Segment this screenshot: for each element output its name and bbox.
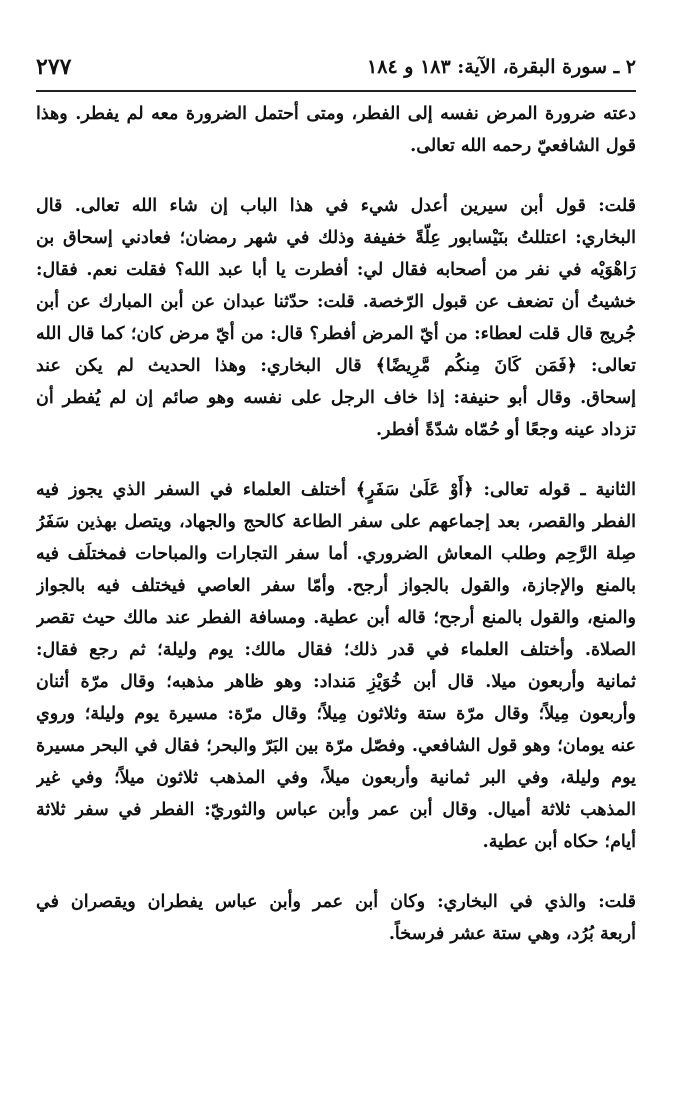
text-line: يوم وليلة، وفي البر ثمانية وأربعون ميلاً، وفي المذهب ثلاثون ميلاً؛ وفي غير (36, 768, 636, 788)
text-line: الثانية ـ قوله تعالى: ﴿أَوْ عَلَىٰ سَفَرٍ﴾ أختلف العلماء في السفر الذي يجوز فيه (36, 480, 636, 500)
paragraph-2 (36, 190, 636, 446)
text-line: خشيتُ أن تضعف عن قبول الرّخصة. قلت: حدّثنا عبدان عن أبن المبارك عن أبن (36, 292, 636, 312)
page-body (36, 98, 636, 950)
running-header-title: ٢ ـ سورة البقرة، الآية: ١٨٣ و ١٨٤ (367, 56, 636, 78)
page-header (36, 54, 636, 88)
text-line: بالمنع والإجازة، والقول بالجواز أرجح. وأمّا سفر العاصي فيختلف فيه بالجواز (36, 576, 636, 596)
page-number: ٢٧٧ (36, 54, 72, 80)
text-line: جُريج قال قلت لعطاء: من أيّ المرض أفطر؟ قال: من أيّ مرض كان؛ كما قال الله (36, 324, 636, 344)
text-line: وأربعون مِيلاً؛ وقال مرّة ستة وثلاثون مِيلاً؛ وقال مرّة: مسيرة يوم وليلة؛ وروي (36, 704, 636, 724)
text-line: المذهب ثلاثة أميال. وقال أبن عمر وأبن عباس والثوريّ: الفطر في سفر ثلاثة (36, 800, 636, 820)
text-line: والمنع، والقول بالمنع أرجح؛ قاله أبن عطية. ومسافة الفطر عند مالك حيث تقصر (36, 608, 636, 628)
paragraph-spacer (36, 162, 636, 190)
text-line: الفطر والقصر، بعد إجماعهم على سفر الطاعة كالحج والجهاد، ويتصل بهذين سَفَرُ (36, 512, 636, 532)
paragraph-1 (36, 98, 636, 162)
text-line: عنه يومان؛ وهو قول الشافعي. وفصّل مرّة بين البَرّ والبحر؛ فقال في البحر مسيرة (36, 736, 636, 756)
paragraph-4 (36, 886, 636, 950)
paragraph-spacer (36, 858, 636, 886)
text-line: الصلاة. وأختلف العلماء في قدر ذلك؛ فقال مالك: يوم وليلة؛ ثم رجع فقال: (36, 640, 636, 660)
header-rule (36, 90, 636, 92)
text-line: أيام؛ حكاه أبن عطية. (482, 832, 636, 852)
text-line: البخاري: اعتللتُ بنَيْسابور عِلّةً خفيفة وذلك في شهر رمضان؛ فعادني إسحاق بن (36, 228, 636, 248)
text-line: دعته ضرورة المرض نفسه إلى الفطر، ومتى أحتمل الضرورة معه لم يفطر. وهذا (36, 104, 636, 124)
text-line: أربعة بُرُد، وهي ستة عشر فرسخاً. (388, 924, 636, 944)
text-line: صِلة الرَّحِم وطلب المعاش الضروري. أما سفر التجارات والمباحات فمختلَف فيه (36, 544, 636, 564)
text-line: تعالى: ﴿فَمَن كَانَ مِنكُم مَّرِيضًا﴾ قال البخاري: وهذا الحديث لم يكن عند (36, 356, 636, 376)
paragraph-spacer (36, 446, 636, 474)
paragraph-3 (36, 474, 636, 858)
text-line: ثمانية وأربعون ميلا. قال أبن خُوَيْزِ مَنداد: وهو ظاهر مذهبه؛ وقال مرّة أثنان (36, 672, 636, 692)
text-line: إسحاق. وقال أبو حنيفة: إذا خاف الرجل على نفسه وهو صائم إن لم يُفطر أن (36, 388, 636, 408)
text-line: قلت: قول أبن سيرين أعدل شيء في هذا الباب إن شاء الله تعالى. قال (36, 196, 636, 216)
text-line: تزداد عينه وجعًا أو حُمّاه شدّةً أفطر. (375, 420, 636, 440)
text-line: قول الشافعيّ رحمه الله تعالى. (410, 136, 636, 156)
text-line: رَاهْوَيْه في نفر من أصحابه فقال لي: أفطرت يا أبا عبد الله؟ فقلت نعم. فقال: (36, 260, 636, 280)
text-line: قلت: والذي في البخاري: وكان أبن عمر وأبن عباس يفطران ويقصران في (36, 892, 636, 912)
